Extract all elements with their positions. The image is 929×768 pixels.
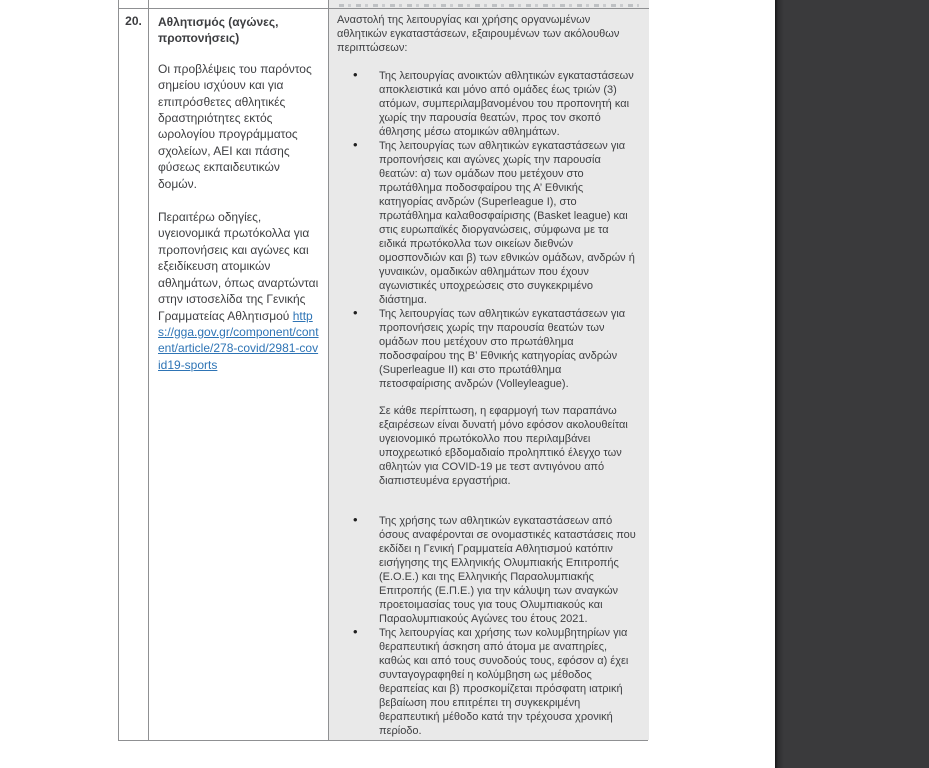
measures-note: Σε κάθε περίπτωση, η εφαρμογή των παραπάνω εξαιρέσεων είναι δυνατή μόνο εφόσον ακολουθείται υγειονομικό πρωτόκολλο που περιλαμβάνει υποχρεωτικό εβδομαδιαίο προληπτικό έλεγχο των αθλητών για COVID-19 με τεστ αντιγόνου από διαπιστευμένα εργαστήρια. [379,405,628,487]
regulations-table [118,0,648,741]
bullet-item: • Της χρήσης των αθλητικών εγκαταστάσεων από όσους αναφέρονται σε ονομαστικές καταστάσεις που εκδίδει η Γενική Γραμματεία Αθλητισμού κατόπιν εισήγησης της Ελληνικής Ολυμπιακής Επιτροπής (Ε.Ο.Ε.) και της Ελληνικής Παραολυμπιακής Επιτροπής (Ε.Π.Ε.) για την κάλυψη των αναγκών προετοιμασίας τους για τους Ολυμπιακούς και Παραολυμπιακούς Αγώνες του έτους 2021. [379,514,636,626]
gga-covid-sports-link[interactable]: https://gga.gov.gr/component/content/article/278-covid/2981-covid19-sports [158,308,319,372]
bullet-item: • Της λειτουργίας των αθλητικών εγκαταστάσεων για προπονήσεις και αγώνες χωρίς την παρουσία θεατών: α) των ομάδων που μετέχουν στο πρωτάθλημα ποδοσφαίρου της Α’ Εθνικής κατηγορίας ανδρών (Superleague I), στο πρωτάθλημα καλαθοσφαίρισης (Basket league) και στις ευρωπαϊκές διοργανώσεις, σύμφωνα με τα ειδικά πρωτόκολλα των οικείων διεθνών ομοσπονδιών και β) των εθνικών ομάδων, ανδρών ή γυναικών, ομαδικών αθλημάτων που έχουν αγωνιστικές υποχρεώσεις στο συγκεκριμένο διάστημα. [379,139,636,307]
previous-row-number-cell [119,0,149,9]
bullet-item: • Της λειτουργίας ανοικτών αθλητικών εγκαταστάσεων αποκλειστικά και μόνο από ομάδες έως τριών (3) ατόμων, συμπεριλαμβανομένου του προπονητή και χωρίς την παρουσία θεατών, προς τον σκοπό άθλησης μέσω ατομικών αθλημάτων. [379,69,636,139]
measures-intro: Αναστολή της λειτουργίας και χρήσης οργανωμένων αθλητικών εγκαταστάσεων, εξαιρουμένων των ακόλουθων περιπτώσεων: [337,14,620,54]
measures-bullet-list-top [337,69,636,391]
topic-paragraph-2-text: Περαιτέρω οδηγίες, υγειονομικά πρωτόκολλα για προπονήσεις και αγώνες και εξειδίκευση ατομικών αθλημάτων, όπως αναρτώνται στην ιστοσελίδα της Γενικής Γραμματείας Αθλητισμού [158,210,319,323]
topic-cell [149,9,329,740]
previous-row-remnant [339,4,639,7]
previous-row-topic-cell [149,0,329,9]
topic-paragraph-1: Οι προβλέψεις του παρόντος σημείου ισχύουν και για επιπρόσθετες αθλητικές δραστηριότητες εκτός ωρολογίου προγράμματος σχολείων, ΑΕΙ και πάσης φύσεως εκπαιδευτικών δομών. [158,61,312,191]
bullet-item: • Της λειτουργίας και χρήσης των κολυμβητηρίων για θεραπευτική άσκηση από άτομα με αναπηρίες, καθώς και από τους συνοδούς τους, εφόσον α) έχει συνταγογραφηθεί η κολύμβηση ως μέθοδος θεραπείας και β) προσκομίζεται πρόσφατη ιατρική βεβαίωση που επιτρέπει τη συγκεκριμένη θεραπευτική μέθοδο κατά την τρέχουσα χρονική περίοδο. [379,626,636,738]
viewer-dark-background [775,0,929,768]
measures-cell [329,9,649,740]
bullet-item: • Της λειτουργίας των αθλητικών εγκαταστάσεων για προπονήσεις χωρίς την παρουσία θεατών των ομάδων που μετέχουν στο πρωτάθλημα ποδοσφαίρου της Β’ Εθνικής κατηγορίας ανδρών (Superleague II) και στο πρωτάθλημα πετοσφαίρισης ανδρών (Volleyleague). [379,307,636,391]
row-number-cell: 20. [119,9,149,740]
previous-row-measures-cell [329,0,649,9]
topic-title: Αθλητισμός (αγώνες, προπονήσεις) [158,15,279,46]
topic-paragraph-2 [158,209,320,373]
measures-bullet-list-bottom [337,514,636,738]
